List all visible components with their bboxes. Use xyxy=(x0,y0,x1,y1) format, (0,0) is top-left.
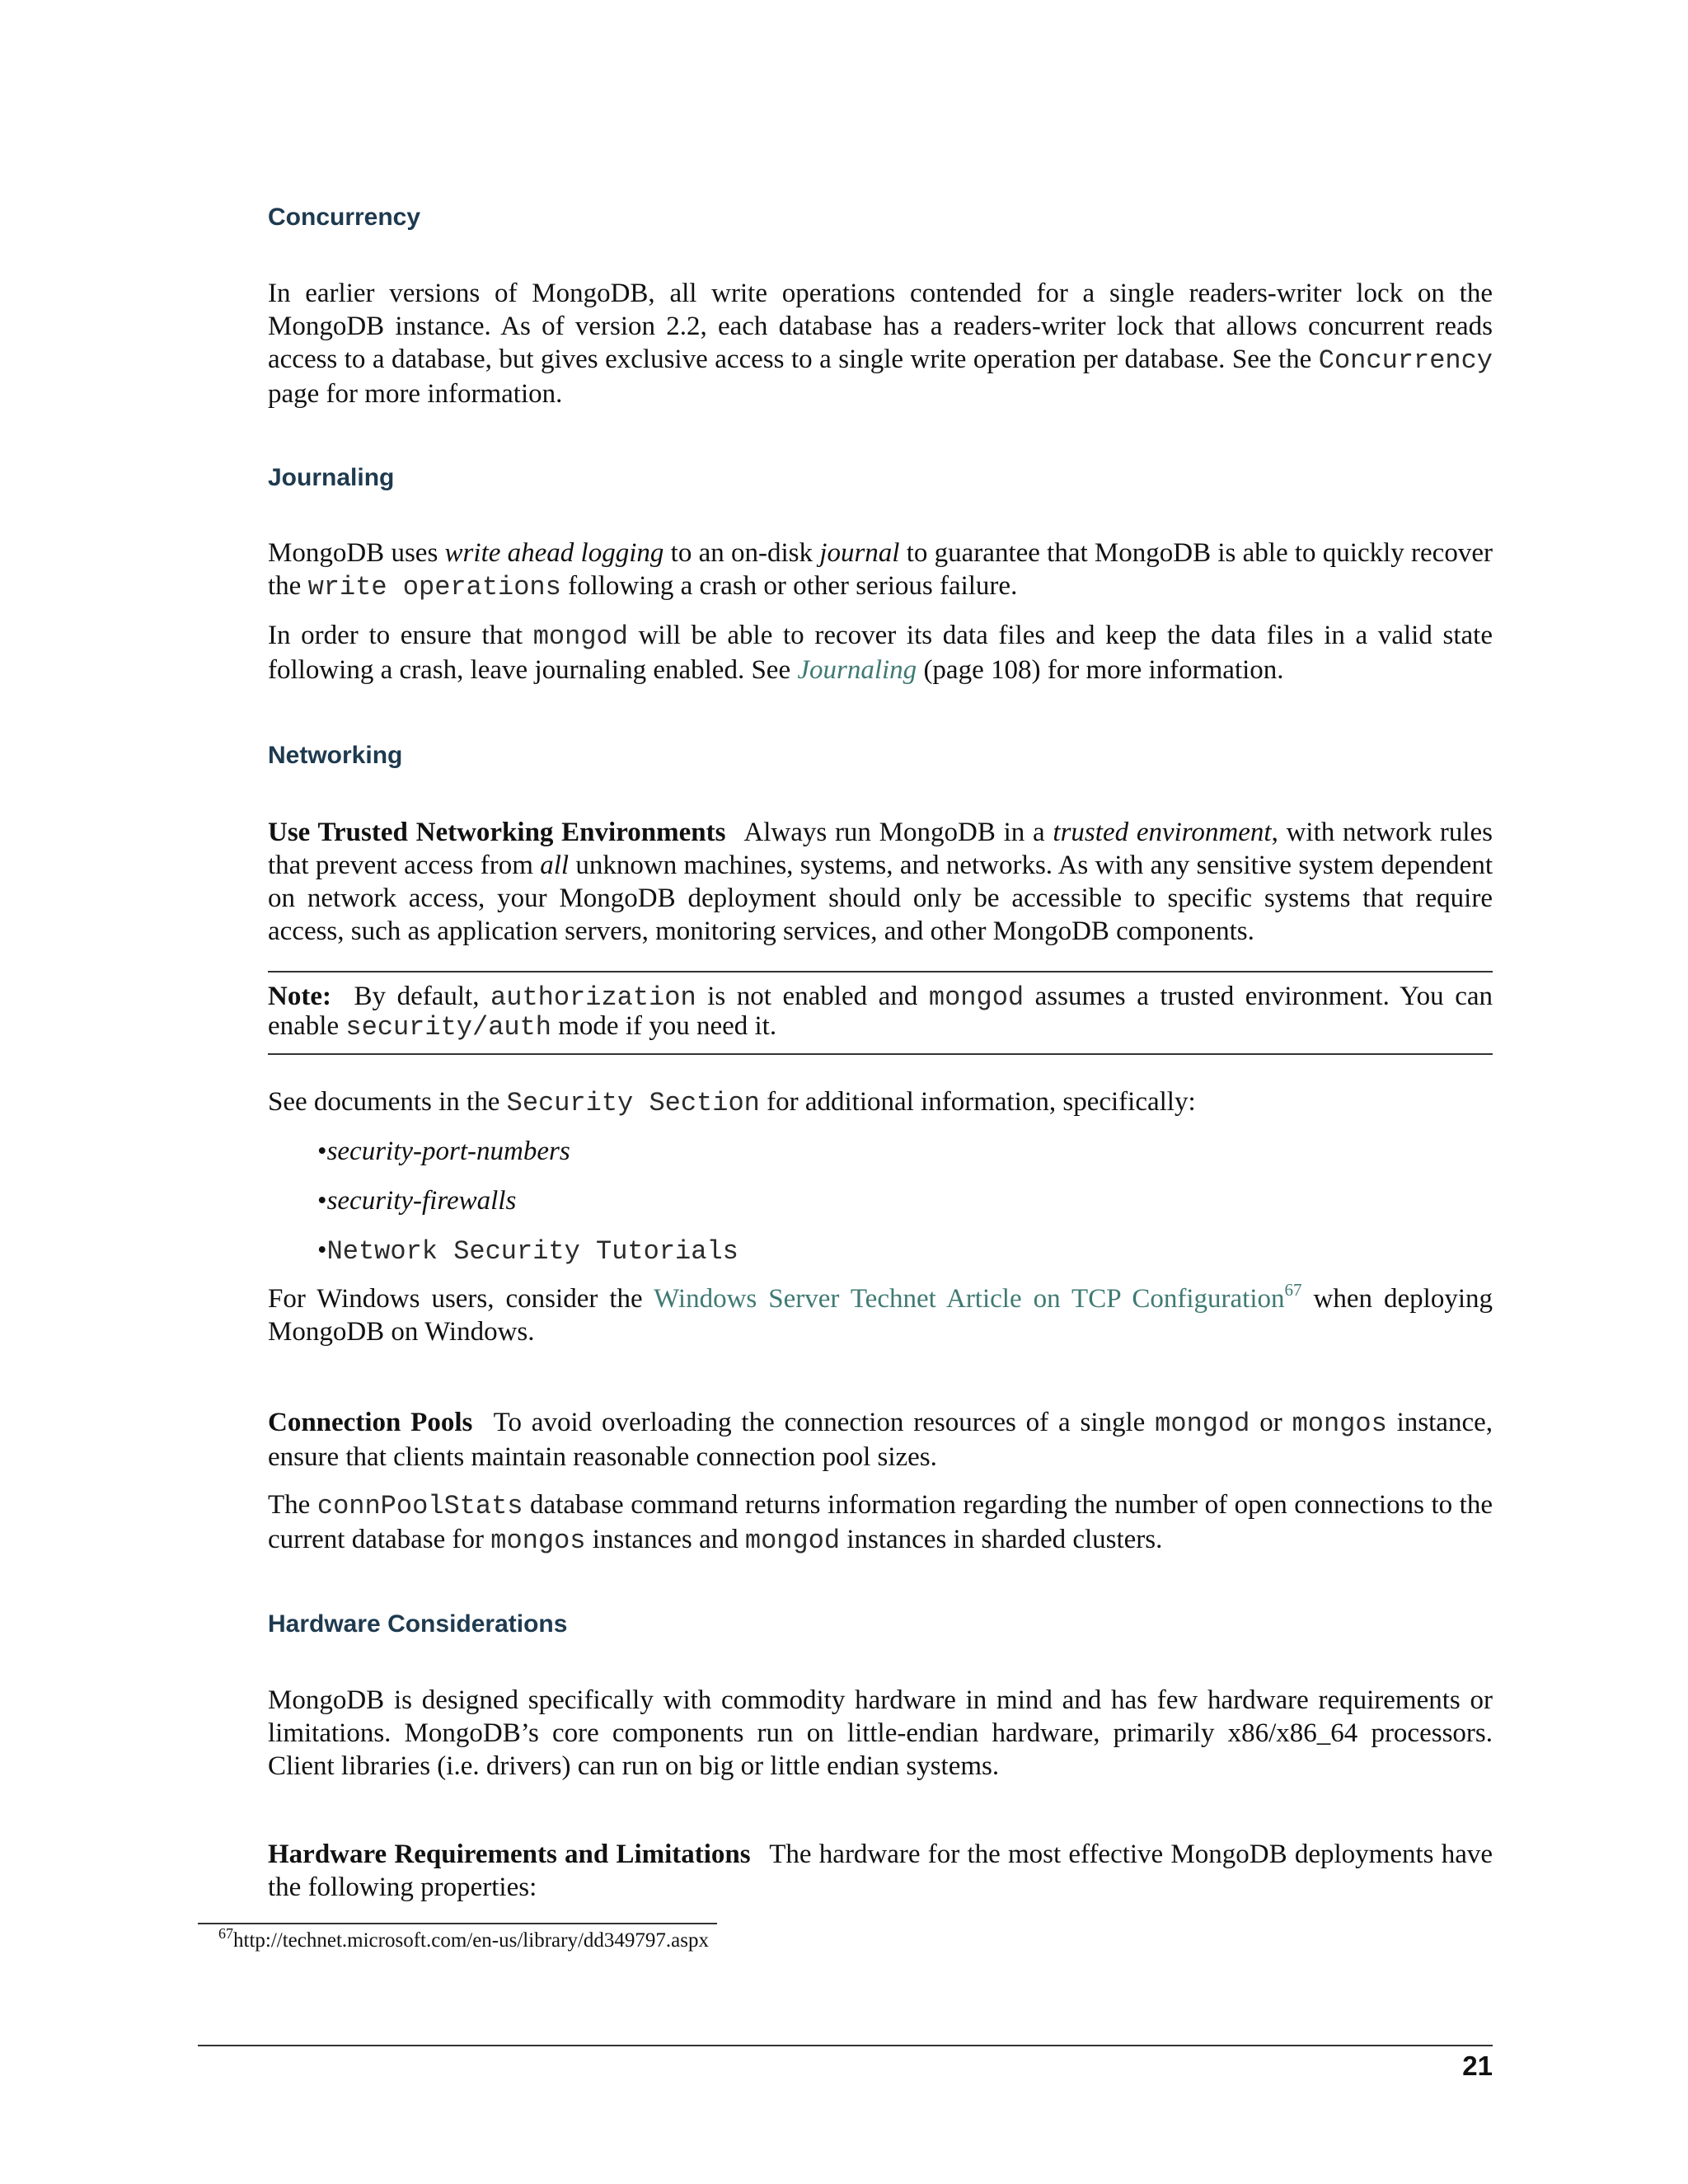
footnote-ref[interactable]: 67 xyxy=(1284,1280,1302,1300)
text-run: will be able to recover its data files and keep the data files in a valid state following a crash, leave journaling enabled. See xyxy=(268,621,1493,685)
hardware-requirements-paragraph xyxy=(268,1838,1493,1904)
security-port-numbers-link[interactable]: security-port-numbers xyxy=(326,1137,570,1166)
concurrency-link[interactable]: Concurrency xyxy=(1318,345,1493,376)
text-run: mode if you need it. xyxy=(551,1011,777,1041)
footnote-number: 67 xyxy=(218,1925,233,1942)
heading-concurrency: Concurrency xyxy=(268,204,421,231)
security-section-link[interactable]: Security Section xyxy=(506,1088,760,1118)
note-paragraph xyxy=(268,982,1493,1042)
emphasis: write ahead logging xyxy=(444,538,664,568)
note-box xyxy=(268,971,1493,1055)
text-run: instance, ensure that clients maintain reasonable connection pool sizes. xyxy=(268,1408,1493,1472)
mongos-link[interactable]: mongos xyxy=(490,1526,586,1556)
text-run: assumes a trusted environment. You can enable xyxy=(268,982,1493,1041)
list-item xyxy=(317,1234,1493,1283)
authorization-link[interactable]: authorization xyxy=(490,982,696,1013)
text-run: page for more information. xyxy=(268,379,563,409)
text-run: for additional information, specifically: xyxy=(759,1087,1196,1117)
trusted-networking-paragraph xyxy=(268,816,1493,948)
mongos-link[interactable]: mongos xyxy=(1292,1408,1387,1439)
connection-pools-title: Connection Pools xyxy=(268,1408,473,1437)
concurrency-paragraph xyxy=(268,277,1493,410)
write-operations-link[interactable]: write operations xyxy=(307,572,561,602)
text-run: Always run MongoDB in a xyxy=(743,818,1053,847)
list-item xyxy=(317,1184,1493,1234)
text-run: For Windows users, consider the xyxy=(268,1284,654,1314)
footnote-url[interactable]: http://technet.microsoft.com/en-us/library/dd349797.aspx xyxy=(233,1929,709,1952)
page-footer-divider xyxy=(198,2045,1493,2046)
text-run: To avoid overloading the connection resources of a single xyxy=(493,1408,1156,1437)
text-run: to guarantee that MongoDB is able to quickly recover the xyxy=(268,538,1493,601)
mongod-link[interactable]: mongod xyxy=(1155,1408,1250,1439)
emphasis: journal xyxy=(819,538,900,568)
heading-hardware-considerations: Hardware Considerations xyxy=(268,1610,568,1638)
text-run: or xyxy=(1250,1408,1292,1437)
text-run: database command returns information regarding the number of open connections to the current database for xyxy=(268,1490,1493,1554)
security-see-paragraph xyxy=(268,1085,1493,1120)
text-run: See documents in the xyxy=(268,1087,507,1117)
emphasis: all xyxy=(540,851,570,880)
security-auth-link[interactable]: security/auth xyxy=(345,1012,551,1043)
emphasis: trusted environment xyxy=(1053,818,1272,847)
technet-article-link[interactable]: Windows Server Technet Article on TCP Configuration xyxy=(654,1284,1285,1314)
hardware-paragraph: MongoDB is designed specifically with commodity hardware in mind and has few hardware requirements or limitations. MongoDB’s core components run on little-endian hardware, primarily x86/x86_64 processors. Client libraries (i.e. drivers) can run on big or little endian systems. xyxy=(268,1685,1493,1781)
network-security-tutorials-link[interactable]: Network Security Tutorials xyxy=(326,1236,738,1267)
trusted-networking-title: Use Trusted Networking Environments xyxy=(268,818,726,847)
note-label: Note: xyxy=(268,982,331,1011)
list-item xyxy=(317,1135,1493,1184)
text-run: , with network rules that prevent access from xyxy=(268,818,1493,880)
footnote xyxy=(218,1925,709,1954)
mongod-link[interactable]: mongod xyxy=(744,1526,841,1556)
connpoolstats-paragraph xyxy=(268,1488,1493,1558)
text-run: By default, xyxy=(354,982,491,1011)
text-run: following a crash or other serious failure. xyxy=(560,571,1018,601)
page-number: 21 xyxy=(1462,2050,1493,2081)
text-run: The hardware for the most effective MongoDB deployments have the following properties: xyxy=(268,1840,1493,1902)
mongod-link[interactable]: mongod xyxy=(928,982,1025,1013)
text-run: In earlier versions of MongoDB, all write operations contended for a single readers-writer lock on the MongoDB instance. As of version 2.2, each database has a readers-writer lock that allows concurrent reads access to a database, but gives exclusive access to a single write operation per database. See the xyxy=(268,279,1493,374)
bullet: • xyxy=(317,1186,327,1216)
text-run: to an on-disk xyxy=(663,538,820,568)
journaling-paragraph-2 xyxy=(268,619,1493,687)
text-run: instances in sharded clusters. xyxy=(840,1525,1163,1554)
text-run: is not enabled and xyxy=(696,982,929,1011)
bullet: • xyxy=(317,1137,327,1166)
text-run: instances and xyxy=(585,1525,745,1554)
text-run: In order to ensure that xyxy=(268,621,533,650)
heading-journaling: Journaling xyxy=(268,464,395,491)
text-run: unknown machines, systems, and networks. As with any sensitive system dependent on network access, your MongoDB deployment should only be accessible to specific systems that require access, such as application servers, monitoring services, and other MongoDB components. xyxy=(268,851,1493,946)
mongod-link[interactable]: mongod xyxy=(532,621,628,652)
journaling-paragraph-1 xyxy=(268,537,1493,604)
windows-paragraph xyxy=(268,1282,1493,1348)
footnote-divider xyxy=(198,1923,717,1924)
hardware-requirements-title: Hardware Requirements and Limitations xyxy=(268,1840,751,1869)
text-run: The xyxy=(268,1490,317,1520)
text-run: when deploying MongoDB on Windows. xyxy=(268,1284,1493,1347)
text-run: (page 108) for more information. xyxy=(917,655,1284,685)
text-run: MongoDB uses xyxy=(268,538,445,568)
bullet: • xyxy=(317,1235,327,1265)
security-firewalls-link[interactable]: security-firewalls xyxy=(326,1186,517,1216)
connpoolstats-link[interactable]: connPoolStats xyxy=(316,1491,523,1521)
heading-networking: Networking xyxy=(268,742,403,769)
security-links-list xyxy=(268,1135,1493,1283)
journaling-page-link[interactable]: Journaling xyxy=(797,655,917,685)
connection-pools-paragraph xyxy=(268,1406,1493,1474)
